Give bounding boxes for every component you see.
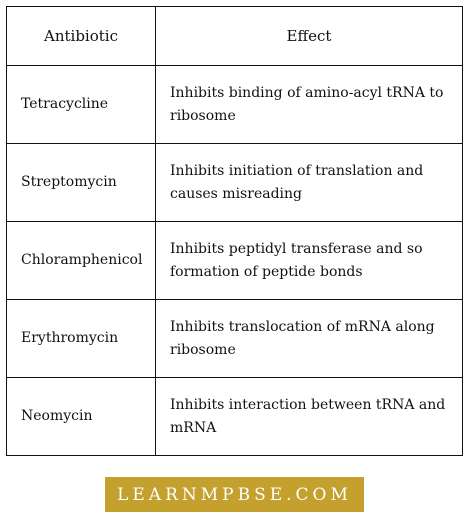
antibiotic-effect: Inhibits peptidyl transferase and so formation of peptide bonds (156, 222, 463, 300)
header-effect: Effect (156, 7, 463, 66)
table-row (7, 66, 463, 144)
antibiotic-name: Streptomycin (7, 144, 156, 222)
watermark-banner: LEARNMPBSE.COM (105, 477, 364, 512)
antibiotic-effect: Inhibits initiation of translation and causes misreading (156, 144, 463, 222)
table-row (7, 300, 463, 378)
antibiotic-effect: Inhibits translocation of mRNA along ribosome (156, 300, 463, 378)
table-row (7, 144, 463, 222)
table-row (7, 222, 463, 300)
header-antibiotic: Antibiotic (7, 7, 156, 66)
antibiotic-name: Tetracycline (7, 66, 156, 144)
antibiotic-name: Neomycin (7, 378, 156, 456)
antibiotic-effect: Inhibits interaction between tRNA and mRNA (156, 378, 463, 456)
table-row (7, 378, 463, 456)
antibiotic-name: Chloramphenicol (7, 222, 156, 300)
antibiotic-name: Erythromycin (7, 300, 156, 378)
antibiotic-effects-table (6, 6, 463, 456)
table-header-row (7, 7, 463, 66)
antibiotic-effect: Inhibits binding of amino-acyl tRNA to ribosome (156, 66, 463, 144)
